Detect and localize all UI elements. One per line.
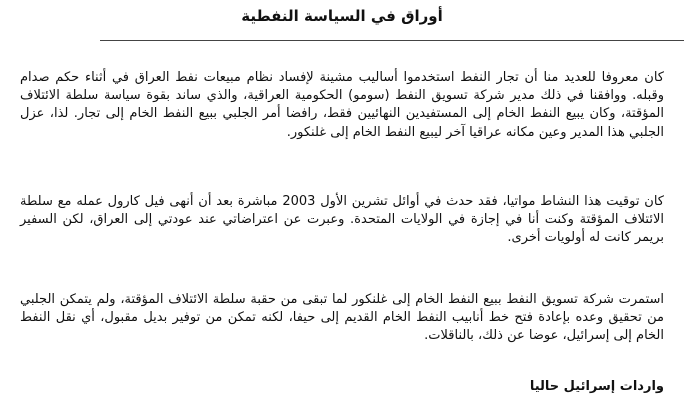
paragraph-3: استمرت شركة تسويق النفط ببيع النفط الخام إلى غلنكور لما تبقى من حقبة سلطة الائتلاف المؤقتة، ولم يتمكن الجلبي من تحقيق وعده بإعادة فتح خط أنابيب النفط الخام القديم إلى حيفا، لكنه تمكن من توفير بديل مقبول، أي نقل النفط الخام إلى إسرائيل، عوضا عن ذلك، بالناقلات. xyxy=(20,292,664,344)
title-divider xyxy=(100,40,684,41)
page-title: أوراق في السياسة النفطية xyxy=(241,7,443,25)
paragraph-2: كان توقيت هذا النشاط مواتيا، فقد حدث في أوائل تشرين الأول 2003 مباشرة بعد أن أنهى فيل كارول عمله مع سلطة الائتلاف المؤقتة وكنت أنا في إجازة في الولايات المتحدة. وعبرت عن اعتراضاتي عند عودتي إلى العراق، لكن السفير بريمر كانت له أولويات أخرى. xyxy=(20,194,664,246)
section-subheading: واردات إسرائيل حاليا xyxy=(529,379,664,394)
paragraph-1: كان معروفا للعديد منا أن تجار النفط استخدموا أساليب مشينة لإفساد نظام مبيعات نفط العراق في أثناء حكم صدام وقبله. ووافقنا في ذلك مدير شركة تسويق النفط (سومو) الحكومية العراقية، والذي ساند بقوة سياسة سلطة الائتلاف المؤقتة، وكان يبيع النفط الخام إلى المستفيدين النهائيين فقط، رافضا أمر الجلبي ببيع النفط الخام إلى تجار. لذا، عزل الجلبي هذا المدير وعين مكانه عراقيا آخر ليبيع النفط الخام إلى غلنكور. xyxy=(20,70,664,140)
